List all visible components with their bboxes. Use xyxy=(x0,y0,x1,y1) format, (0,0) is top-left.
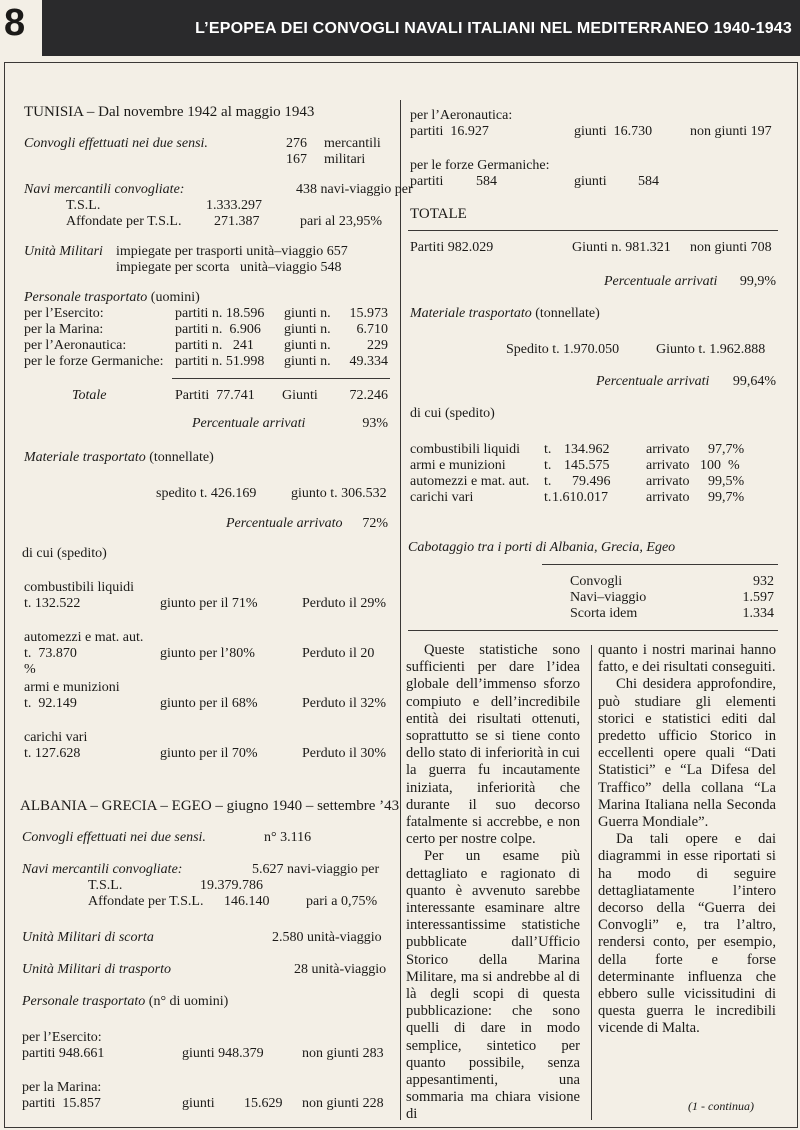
materiale-unit: (tonnellate) xyxy=(149,450,214,465)
alb-navi-label: Navi mercantili convogliate: xyxy=(22,862,183,877)
r-perc-label: Percentuale arrivati xyxy=(604,274,718,289)
unita-line1: impiegate per trasporti unità–viaggio 657 xyxy=(116,244,348,259)
alb-esercito-partiti: partiti 948.661 xyxy=(22,1046,105,1061)
cab-label: Navi–viaggio xyxy=(570,590,647,605)
page-number-box xyxy=(0,0,42,56)
alb-marina-giunti: giunti xyxy=(182,1096,215,1111)
item-giunto: giunto per l’80% xyxy=(160,646,255,661)
item-giunto: giunto per il 68% xyxy=(160,696,258,711)
r-spedito: Spedito t. 1.970.050 xyxy=(506,342,620,357)
convogli-label: Convogli effettuati nei due sensi. xyxy=(24,136,208,151)
alb-marina-non: non giunti 228 xyxy=(302,1096,384,1111)
r-item-arr: arrivato xyxy=(646,442,690,457)
totale-heading: TOTALE xyxy=(410,206,467,222)
giunto: giunto t. 306.532 xyxy=(291,486,387,501)
alb-affondate-label: Affondate per T.S.L. xyxy=(88,894,204,909)
column-divider xyxy=(400,100,401,1120)
row-partiti: partiti n. 241 xyxy=(175,338,254,353)
row-value: 229 xyxy=(367,338,388,353)
alb-affondate-value: 146.140 xyxy=(224,894,270,909)
row-value: 49.334 xyxy=(349,354,388,369)
alb-affondate-pct: pari a 0,75% xyxy=(306,894,378,909)
page-header xyxy=(0,0,800,56)
alb-esercito-non: non giunti 283 xyxy=(302,1046,384,1061)
materiale-label: Materiale trasportato xyxy=(24,450,146,465)
row-value: 6.710 xyxy=(356,322,388,337)
aero-label: per l’Aeronautica: xyxy=(410,108,513,123)
item-perduto: Perduto il 32% xyxy=(302,696,386,711)
row-partiti: partiti n. 18.596 xyxy=(175,306,265,321)
cab-value: 1.334 xyxy=(742,606,774,621)
row-partiti: partiti n. 51.998 xyxy=(175,354,265,369)
item-perduto: Perduto il 29% xyxy=(302,596,386,611)
r-item-arr: arrivato xyxy=(646,474,690,489)
totale-giunti: Giunti xyxy=(282,388,318,403)
r-item-v: 79.496 xyxy=(572,474,611,489)
germ-label: per le forze Germaniche: xyxy=(410,158,550,173)
item-t: t. 132.522 xyxy=(24,596,81,611)
tot-giunti: Giunti n. 981.321 xyxy=(572,240,671,255)
article-paragraph: Da tali opere e dai diagrammi in esse riportati si ha modo di seguire dettagliatamente l’intero decorso della “Guerra dei Convogli” e, tra l’altro, rendersi conto, per esempio, della forte e forse determinante influenza che ebbero sulle vicissitudini di questa guerra le incredibili vicende di Malta. xyxy=(598,831,776,1037)
item-perduto: Perduto il 20 xyxy=(302,646,375,661)
alb-marina-label: per la Marina: xyxy=(22,1080,102,1095)
cab-value: 932 xyxy=(753,574,774,589)
item-t: t. 127.628 xyxy=(24,746,81,761)
alb-marina-giunti-value: 15.629 xyxy=(244,1096,283,1111)
personale-heading xyxy=(24,290,200,306)
affondate-pct: pari al 23,95% xyxy=(300,214,383,229)
convogli-mil-label: militari xyxy=(324,152,366,167)
perc-label: Percentuale arrivati xyxy=(192,416,306,431)
article-divider xyxy=(591,645,592,1120)
germ-partiti-value: 584 xyxy=(476,174,497,189)
tunisia-heading: TUNISIA – Dal novembre 1942 al maggio 1943 xyxy=(24,104,315,120)
r-item-v: 1.610.017 xyxy=(552,490,608,505)
article-paragraph: Queste statistiche sono sufficienti per dare l’idea globale dell’immenso sforzo compiuto e dell’incredibile entità dei risultati ottenuti, soprattutto se si tiene conto dello stato di inferiorità in cui la guerra fu incautamente iniziata, inferiorità che durante il suo decorso fatalmente si accrebbe, e non certo per nostre colpe. xyxy=(406,642,580,848)
affondate-label: Affondate per T.S.L. xyxy=(66,214,182,229)
r-item-t: t. xyxy=(544,458,552,473)
r-item-v: 134.962 xyxy=(564,442,610,457)
r-giunto: Giunto t. 1.962.888 xyxy=(656,342,766,357)
alb-scorta-label: Unità Militari di scorta xyxy=(22,930,154,945)
row-giunti: giunti n. xyxy=(284,354,331,369)
row-label: per l’Esercito: xyxy=(24,306,104,321)
r-item-pct: 99,5% xyxy=(708,474,745,489)
perc2-label: Percentuale arrivato xyxy=(226,516,343,531)
row-partiti: partiti n. 6.906 xyxy=(175,322,261,337)
alb-scorta-value: 2.580 unità-viaggio xyxy=(272,930,382,945)
article-top-rule xyxy=(408,630,778,631)
row-value: 15.973 xyxy=(349,306,388,321)
personale-label: Personale trasportato xyxy=(24,290,148,305)
article-column-b xyxy=(598,642,776,1038)
dicui-label: di cui (spedito) xyxy=(22,546,107,561)
aero-non: non giunti 197 xyxy=(690,124,772,139)
perc2-value: 72% xyxy=(362,516,388,531)
r-item-name: armi e munizioni xyxy=(410,458,506,473)
r-item-t: t. xyxy=(544,490,552,505)
article-paragraph: Chi desidera approfondire, può studiare gli elementi storici e statistici editi dal predetto ufficio Storico in eccellenti opere quali “Dati Statistici” e “La Difesa del Traffico” della collana “La Marina Italiana nella Seconda Guerra Mondiale”. xyxy=(598,676,776,831)
r-materiale-label: Materiale trasportato xyxy=(410,306,532,321)
alb-personale-heading xyxy=(22,994,228,1010)
unita-label: Unità Militari xyxy=(24,244,103,259)
unita-line2: impiegate per scorta unità–viaggio 548 xyxy=(116,260,342,275)
item-giunto: giunto per il 70% xyxy=(160,746,258,761)
germ-giunti: giunti xyxy=(574,174,607,189)
row-label: per le forze Germaniche: xyxy=(24,354,164,369)
perc-value: 93% xyxy=(362,416,388,431)
alb-navi-value: 5.627 navi-viaggio per xyxy=(252,862,380,877)
alb-personale-unit: (n° di uomini) xyxy=(148,994,229,1009)
r-item-v: 145.575 xyxy=(564,458,610,473)
convogli-merc-label: mercantili xyxy=(324,136,381,151)
totale-partiti: Partiti 77.741 xyxy=(175,388,255,403)
article-paragraph: quanto i nostri marinai hanno fatto, e dei risultati conseguiti. xyxy=(598,642,776,676)
r-perc2-value: 99,64% xyxy=(732,374,776,389)
alb-tsl-label: T.S.L. xyxy=(88,878,123,893)
row-giunti: giunti n. xyxy=(284,338,331,353)
item-name: carichi vari xyxy=(24,730,88,745)
item-extra: % xyxy=(24,662,36,677)
r-item-arr: arrivato xyxy=(646,490,690,505)
continua-note: (1 - continua) xyxy=(688,1099,754,1113)
item-name: automezzi e mat. aut. xyxy=(24,630,144,645)
totale-rule xyxy=(172,378,390,379)
r-item-pct: 99,7% xyxy=(708,490,745,505)
r-item-t: t. xyxy=(544,442,552,457)
item-name: armi e munizioni xyxy=(24,680,120,695)
tsl-value: 1.333.297 xyxy=(206,198,262,213)
alb-trasporto-label: Unità Militari di trasporto xyxy=(22,962,171,977)
alb-personale-label: Personale trasportato xyxy=(22,994,146,1009)
r-materiale-unit: (tonnellate) xyxy=(535,306,600,321)
germ-giunti-value: 584 xyxy=(638,174,659,189)
alb-convogli-value: n° 3.116 xyxy=(264,830,312,845)
cab-value: 1.597 xyxy=(742,590,774,605)
aero-partiti: partiti 16.927 xyxy=(410,124,489,139)
alb-trasporto-value: 28 unità-viaggio xyxy=(294,962,387,977)
totale-label: Totale xyxy=(72,388,107,403)
alb-convogli-label: Convogli effettuati nei due sensi. xyxy=(22,830,206,845)
item-t: t. 73.870 xyxy=(24,646,77,661)
item-t: t. 92.149 xyxy=(24,696,77,711)
tot-partiti: Partiti 982.029 xyxy=(410,240,494,255)
affondate-value: 271.387 xyxy=(214,214,260,229)
alb-tsl-value: 19.379.786 xyxy=(200,878,263,893)
r-perc2-label: Percentuale arrivati xyxy=(596,374,710,389)
convogli-mil-n: 167 xyxy=(286,152,307,167)
r-dicui: di cui (spedito) xyxy=(410,406,495,421)
spedito: spedito t. 426.169 xyxy=(156,486,257,501)
alb-marina-partiti: partiti 15.857 xyxy=(22,1096,101,1111)
aero-giunti: giunti 16.730 xyxy=(574,124,653,139)
cab-label: Scorta idem xyxy=(570,606,638,621)
r-item-name: carichi vari xyxy=(410,490,474,505)
materiale-heading xyxy=(24,450,214,466)
item-giunto: giunto per il 71% xyxy=(160,596,258,611)
r-item-name: automezzi e mat. aut. xyxy=(410,474,530,489)
convogli-merc-n: 276 xyxy=(286,136,307,151)
r-perc-value: 99,9% xyxy=(739,274,776,289)
alb-esercito-label: per l’Esercito: xyxy=(22,1030,102,1045)
cabotaggio-label: Cabotaggio tra i porti di Albania, Grecia, Egeo xyxy=(408,540,676,555)
page-number: 8 xyxy=(4,2,26,44)
r-item-pct: 100 % xyxy=(700,458,740,473)
navi-label: Navi mercantili convogliate: xyxy=(24,182,185,197)
row-giunti: giunti n. xyxy=(284,322,331,337)
navi-value: 438 navi-viaggio per xyxy=(296,182,413,197)
r-item-name: combustibili liquidi xyxy=(410,442,521,457)
totale-rule-right xyxy=(408,230,778,231)
cabotaggio-rule xyxy=(542,564,778,565)
item-name: combustibili liquidi xyxy=(24,580,135,595)
header-title: L’EPOPEA DEI CONVOGLI NAVALI ITALIANI NEL MEDITERRANEO 1940-1943 xyxy=(195,20,792,37)
row-label: per la Marina: xyxy=(24,322,104,337)
tsl-label: T.S.L. xyxy=(66,198,101,213)
albania-heading: ALBANIA – GRECIA – EGEO – giugno 1940 – settembre ’43 xyxy=(20,798,400,814)
r-item-arr: arrivato xyxy=(646,458,690,473)
cab-label: Convogli xyxy=(570,574,623,589)
row-label: per l’Aeronautica: xyxy=(24,338,127,353)
r-item-pct: 97,7% xyxy=(708,442,745,457)
personale-unit: (uomini) xyxy=(150,290,200,305)
totale-value: 72.246 xyxy=(349,388,388,403)
germ-partiti: partiti xyxy=(410,174,444,189)
alb-esercito-giunti: giunti 948.379 xyxy=(182,1046,264,1061)
row-giunti: giunti n. xyxy=(284,306,331,321)
article-column-a xyxy=(406,642,580,1124)
tot-non: non giunti 708 xyxy=(690,240,772,255)
article-paragraph: Per un esame più dettagliato e ragionato di quanto è avvenuto sarebbe interessante esaminare altre interessantissime statistiche pubblicate dall’Ufficio Storico della Marina Militare, ma si andrebbe al di là degli scopi di questa pubblicazione: che sono quelli di dare in modo semplice, sintetico per quanto possibile, senza appesantimenti, una sommaria ma chiara visione di xyxy=(406,848,580,1123)
item-perduto: Perduto il 30% xyxy=(302,746,386,761)
r-item-t: t. xyxy=(544,474,552,489)
r-materiale-heading xyxy=(410,306,600,322)
